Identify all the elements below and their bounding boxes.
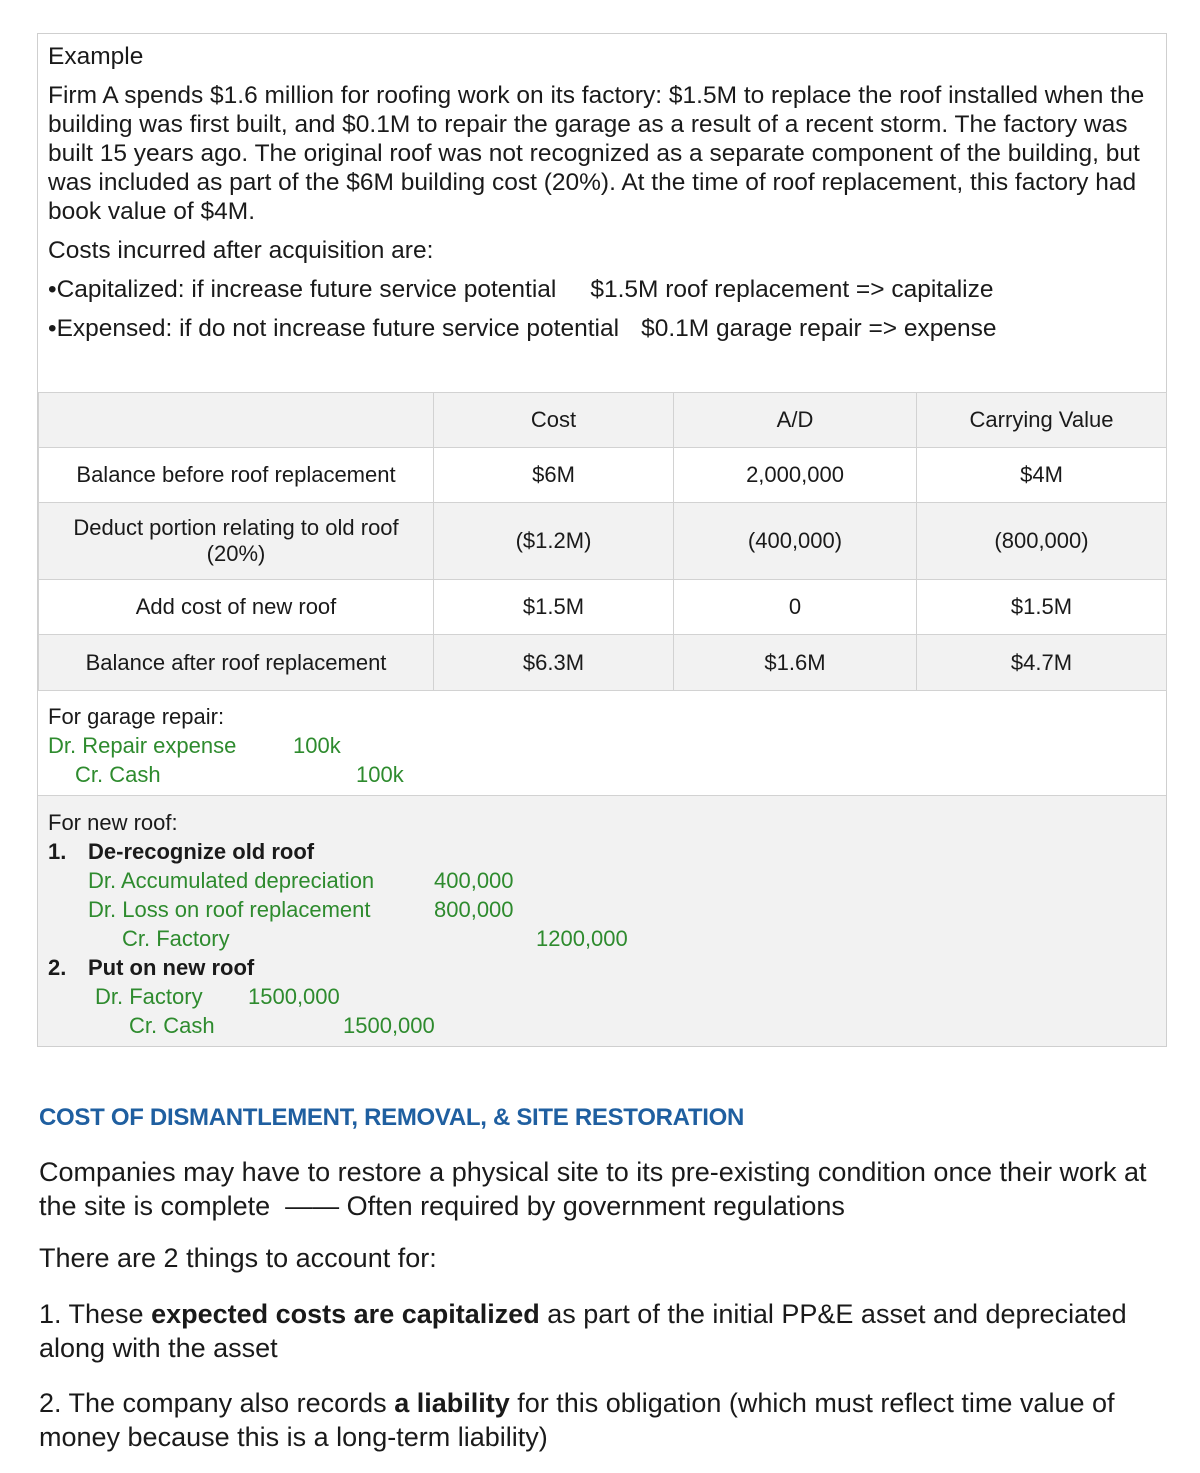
table-row xyxy=(39,503,1167,580)
s1-dr1-amount: 400,000 xyxy=(434,868,514,893)
table-cell: $1.5M xyxy=(917,580,1167,635)
s1-dr2-label: Dr. Loss on roof replacement xyxy=(88,897,371,922)
table-cell: $6M xyxy=(434,448,674,503)
garage-dr-amount: 100k xyxy=(293,733,341,758)
bullet-capitalized xyxy=(48,275,1156,304)
bullet-capitalized-left: •Capitalized: if increase future service potential xyxy=(48,276,557,303)
table-header-row xyxy=(39,393,1167,448)
table-cell: (400,000) xyxy=(674,503,917,580)
example-box xyxy=(37,33,1167,1047)
garage-title: For garage repair: xyxy=(48,704,225,729)
step1-title: De-recognize old roof xyxy=(88,839,315,864)
bullet-capitalized-right: $1.5M roof replacement => capitalize xyxy=(590,276,994,303)
garage-cr-amount: 100k xyxy=(356,762,404,787)
dismantlement-item2 xyxy=(39,1386,1169,1454)
table-row xyxy=(39,635,1167,691)
s1-dr2-amount: 800,000 xyxy=(434,897,514,922)
table-cell: $1.6M xyxy=(674,635,917,691)
costs-intro: Costs incurred after acquisition are: xyxy=(48,237,434,264)
dismantlement-item1 xyxy=(39,1297,1169,1365)
table-cell: Balance after roof replacement xyxy=(39,635,434,691)
table-cell: Balance before roof replacement xyxy=(39,448,434,503)
s2-cr-amount: 1500,000 xyxy=(343,1013,435,1038)
garage-repair-entry xyxy=(38,690,1166,796)
roof-replacement-table xyxy=(38,392,1167,691)
table-cell: Deduct portion relating to old roof (20%) xyxy=(39,503,434,580)
bullet-expensed-right: $0.1M garage repair => expense xyxy=(641,315,997,342)
table-row xyxy=(39,448,1167,503)
item1-suffix: as part of the initial PP&E asset and depreciated along with the asset xyxy=(39,1299,1127,1363)
garage-dr-label: Dr. Repair expense xyxy=(48,733,237,758)
bullet-expensed-left: •Expensed: if do not increase future service potential xyxy=(48,315,620,342)
table-row xyxy=(39,580,1167,635)
table-header-cell xyxy=(39,393,434,448)
table-header-cell: Cost xyxy=(434,393,674,448)
new-roof-entry xyxy=(38,796,1166,1046)
item1-bold: expected costs are capitalized xyxy=(151,1299,540,1329)
s1-cr-amount: 1200,000 xyxy=(536,926,628,951)
new-roof-title: For new roof: xyxy=(48,810,178,835)
s1-dr1-label: Dr. Accumulated depreciation xyxy=(88,868,375,893)
item2-prefix: 2. The company also records xyxy=(39,1388,395,1418)
table-cell: Add cost of new roof xyxy=(39,580,434,635)
item2-suffix: for this obligation (which must reflect time value of money because this is a long-term liability) xyxy=(39,1388,1115,1452)
s2-dr-label: Dr. Factory xyxy=(95,984,203,1009)
example-heading: Example xyxy=(48,43,144,70)
table-cell: $4M xyxy=(917,448,1167,503)
dismantlement-para1: Companies may have to restore a physical site to its pre-existing condition once their work at the site is complete —— Often required by government regulations xyxy=(39,1157,1155,1221)
item2-bold: a liability xyxy=(394,1388,510,1418)
dismantlement-title: COST OF DISMANTLEMENT, REMOVAL, & SITE RESTORATION xyxy=(39,1104,745,1131)
table-cell: (800,000) xyxy=(917,503,1167,580)
table-cell: 2,000,000 xyxy=(674,448,917,503)
step2-title: Put on new roof xyxy=(88,955,255,980)
bullet-expensed xyxy=(48,314,1156,343)
table-header-cell: Carrying Value xyxy=(917,393,1167,448)
example-paragraph: Firm A spends $1.6 million for roofing work on its factory: $1.5M to replace the roof installed when the building was first built, and $0.1M to repair the garage as a result of a recent storm. The factory was built 15 years ago. The original roof was not recognized as a separate component of the building, but was included as part of the $6M building cost (20%). At the time of roof replacement, this factory had book value of $4M. xyxy=(48,82,1145,225)
table-cell: 0 xyxy=(674,580,917,635)
table-cell: ($1.2M) xyxy=(434,503,674,580)
item1-prefix: 1. These xyxy=(39,1299,152,1329)
s2-cr-label: Cr. Cash xyxy=(129,1013,215,1038)
dismantlement-para2: There are 2 things to account for: xyxy=(39,1243,437,1273)
garage-cr-label: Cr. Cash xyxy=(75,762,161,787)
s1-cr-label: Cr. Factory xyxy=(122,926,230,951)
s2-dr-amount: 1500,000 xyxy=(248,984,340,1009)
example-intro xyxy=(38,34,1166,343)
table-cell: $6.3M xyxy=(434,635,674,691)
table-header-cell: A/D xyxy=(674,393,917,448)
step1-number: 1. xyxy=(48,839,67,864)
table-cell: $4.7M xyxy=(917,635,1167,691)
table-cell: $1.5M xyxy=(434,580,674,635)
step2-number: 2. xyxy=(48,955,67,980)
